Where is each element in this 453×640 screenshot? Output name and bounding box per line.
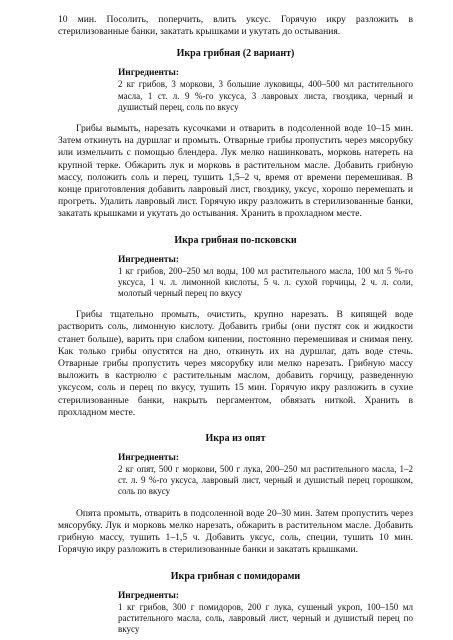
ingredients-list: 2 кг грибов, 3 моркови, 3 большие луковицы, 400–500 мл растительного масла, 1 ст. л. 9 %-го уксуса, 3 лавровых листа, гвоздика, черный и душистый перец, соль по вкусу	[118, 79, 413, 112]
ingredients-block	[118, 68, 413, 113]
ingredients-label: Ингредиенты:	[118, 590, 179, 601]
method-paragraph: Грибы вымыть, нарезать кусочками и отварить в подсоленной воде 10–15 мин. Затем откинуть на дуршлаг и промыть. Отварные грибы пропустить через мясорубку или измельчить с помощью блендера. Лук мелко нашинковать, морковь натереть на крупной терке. Обжарить лук и морковь в растительном масле. Добавить грибную массу, положить соль и перец, тушить 1,5–2 ч, время от времени перемешивая. В конце приготовления добавить лавровый лист, гвоздику, уксус, хорошо перемешать и прогреть. Удалить лавровый лист. Горячую икру разложить в стерилизованные банки, закатать крышками и укутать до остывания. Хранить в прохладном месте.	[58, 123, 413, 220]
ingredients-block	[118, 453, 413, 498]
ingredients-label: Ингредиенты:	[118, 68, 179, 79]
ingredients-block	[118, 591, 413, 636]
ingredients-label: Ингредиенты:	[118, 453, 179, 464]
recipe-title: Икра грибная (2 вариант)	[176, 48, 295, 60]
recipe-title: Икра грибная с помидорами	[170, 570, 301, 582]
recipe-title: Икра из опят	[205, 433, 266, 445]
ingredients-list: 1 кг грибов, 200–250 мл воды, 100 мл растительного масла, 100 мл 5 %-го уксуса, 1 ч. л. лимонной кислоты, 5 ч. л. сухой горчицы, 2 ч. л. соли, молотый черный перец по вкусу	[118, 265, 413, 299]
ingredients-label: Ингредиенты:	[118, 254, 179, 265]
method-paragraph: Грибы тщательно промыть, очистить, крупно нарезать. В кипящей воде растворить соль, лимонную кислоту. Добавить грибы (они пустят сок и жидкости станет больше), варить при слабом кипении, постоянно перемешивая и снимая пену. Как только грибы опустятся на дно, откинуть их на дуршлаг, дать воде стечь. Отварные грибы пропустить через мясорубку или мелко нарезать. Грибную массу выложить в кастрюлю с растительным маслом, добавить горчицу, разведенную уксусом, соль и перец по вкусу, тушить 15 мин. Горячую икру разложить в сухие стерилизованные банки, накрыть пергаментом, обвязать ниткой. Хранить в прохладном месте.	[58, 309, 413, 418]
ingredients-list: 1 кг грибов, 300 г помидоров, 200 г лука, сушеный укроп, 100–150 мл растительного масла, соль, лавровый лист, черный и душистый перец по вкусу	[118, 601, 413, 634]
method-paragraph: Опята промыть, отварить в подсоленной воде 20–30 мин. Затем пропустить через мясорубку. Лук и морковь мелко нарезать, обжарить в растительном масле. Добавить грибную массу, тушить 1–1,5 ч. Добавить уксус, соль, специи, тушить 10 мин. Горячую икру разложить в стерилизованные банки и закатать крышками.	[58, 507, 413, 556]
recipe-title: Икра грибная по-псковски	[174, 234, 297, 246]
ingredients-list: 2 кг опят, 500 г моркови, 500 г лука, 200–250 мл растительного масла, 1–2 ст. л. 9 %-го уксуса, лавровый лист, черный и душистый перец горошком, соль по вкусу	[118, 464, 413, 497]
intro-paragraph: 10 мин. Посолить, поперчить, влить уксус. Горячую икру разложить в стерилизованные банки, закатать крышками и укутать до остывания.	[58, 14, 413, 38]
ingredients-block	[118, 255, 413, 300]
